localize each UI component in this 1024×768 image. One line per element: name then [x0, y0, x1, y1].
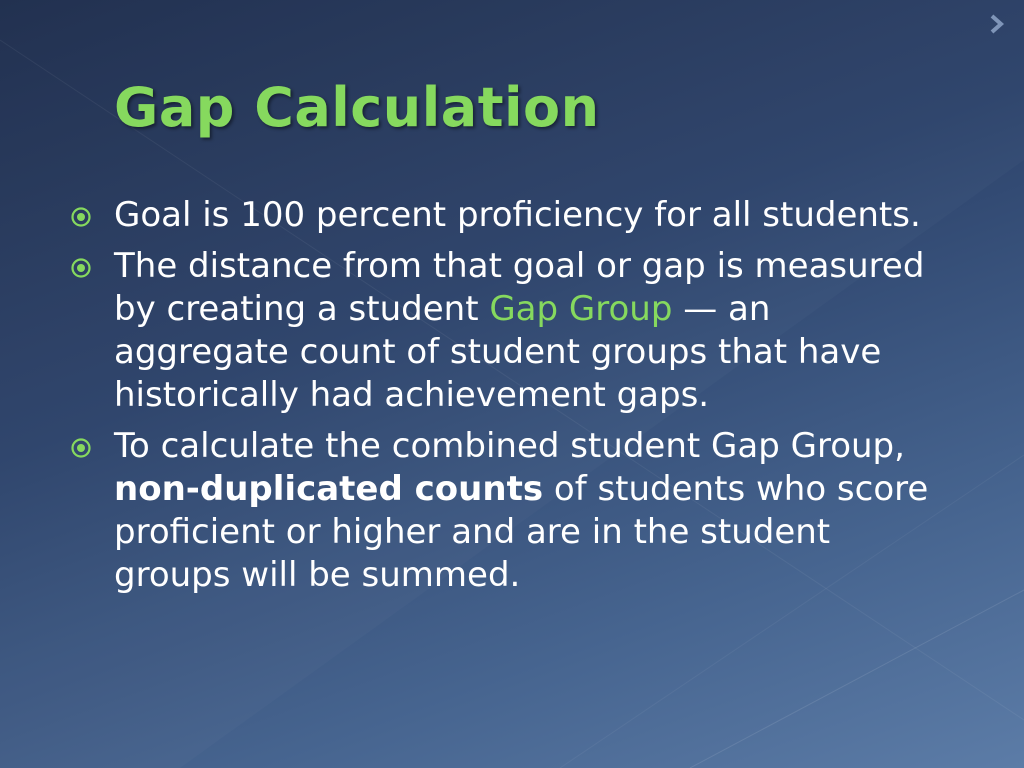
bold-text: non-duplicated counts — [114, 469, 544, 509]
bullet-text: — an aggregate count of student groups that have historically had achievement gaps. — [114, 289, 882, 415]
circled-dot-icon — [70, 206, 92, 228]
bullet-text: To calculate the combined student Gap Group, — [114, 426, 905, 466]
bullet-item — [70, 194, 950, 237]
bullet-item — [70, 245, 950, 417]
slide-title: Gap Calculation — [114, 76, 600, 139]
bullet-list — [70, 194, 950, 605]
circled-dot-icon — [70, 437, 92, 459]
highlight-text: Gap Group — [489, 289, 673, 329]
bullet-item — [70, 425, 950, 597]
bullet-text: Goal is 100 percent proficiency for all students. — [114, 195, 921, 235]
bullet-text: The distance from that goal or gap is measured by creating a student — [114, 246, 925, 329]
circled-dot-icon — [70, 257, 92, 279]
chevron-right-icon[interactable] — [984, 12, 1008, 36]
bullet-text: of students who score proficient or higher and are in the student groups will be summed. — [114, 469, 929, 595]
